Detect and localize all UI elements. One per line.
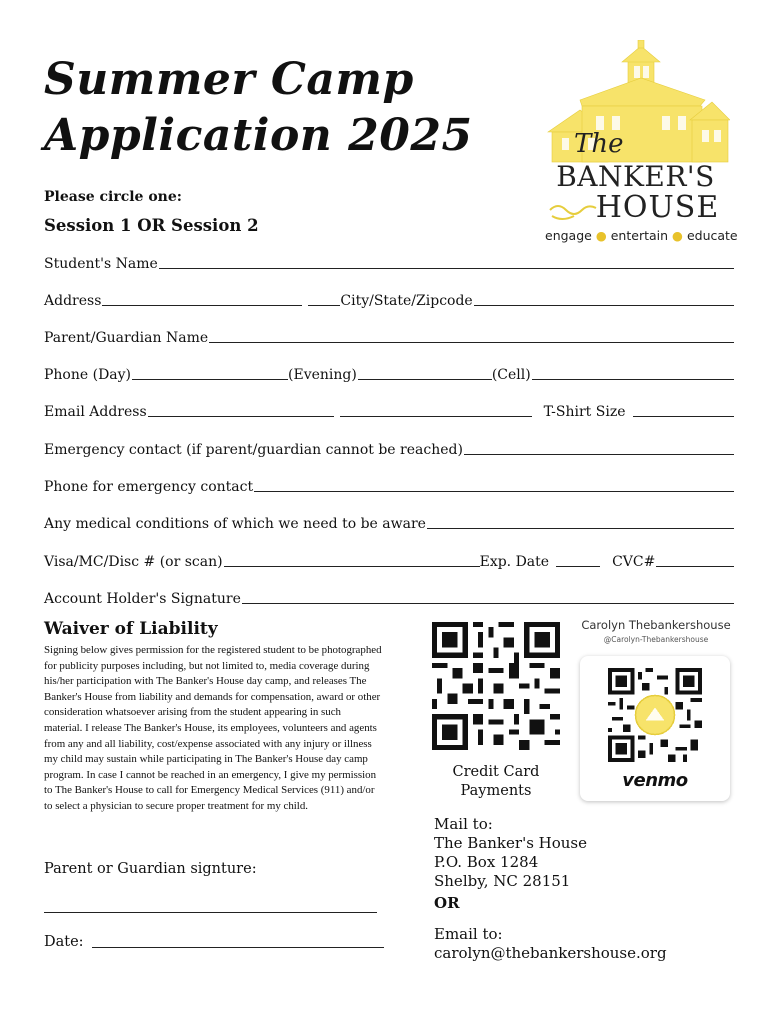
- medical-row: [44, 507, 734, 531]
- emergency-phone-label: Phone for emergency contact: [44, 479, 254, 495]
- exp-field[interactable]: [556, 565, 600, 567]
- logo-name-line2: HOUSE: [595, 190, 720, 225]
- credit-card-label-line2: Payments: [460, 783, 532, 799]
- card-row: [44, 545, 734, 569]
- tagline-word: engage: [545, 228, 592, 243]
- mail-line2: P.O. Box 1284: [434, 853, 539, 871]
- page-title-line2: Application 2025: [44, 110, 473, 161]
- tagline-word: educate: [686, 228, 738, 243]
- mail-line1: The Banker's House: [434, 834, 588, 852]
- parent-name-field[interactable]: [209, 341, 734, 343]
- logo-tagline: [545, 228, 738, 243]
- emergency-contact-row: [44, 433, 734, 457]
- student-name-label: Student's Name: [44, 256, 158, 272]
- mail-line3: Shelby, NC 28151: [434, 872, 571, 890]
- city-state-zip-field[interactable]: [474, 304, 734, 306]
- city-state-zip-label: City/State/Zipcode: [340, 293, 473, 309]
- exp-label: Exp. Date: [479, 554, 550, 570]
- parent-name-row: [44, 321, 734, 345]
- phone-cell-label: (Cell): [491, 367, 531, 383]
- email-block: [434, 925, 667, 963]
- tshirt-field[interactable]: [633, 415, 735, 417]
- mail-heading: Mail to:: [434, 815, 493, 833]
- signature-row: [44, 582, 734, 606]
- emergency-contact-label: Emergency contact (if parent/guardian cannot be reached): [44, 442, 463, 458]
- email-address-link[interactable]: carolyn@thebankershouse.org: [434, 944, 667, 962]
- email-field[interactable]: [148, 415, 334, 417]
- emergency-phone-row: [44, 470, 734, 494]
- address-field-extra[interactable]: [308, 304, 340, 306]
- parent-name-label: Parent/Guardian Name: [44, 330, 209, 346]
- credit-card-label: [432, 763, 560, 801]
- session-options[interactable]: Session 1 OR Session 2: [44, 216, 259, 235]
- mail-address-block: [434, 815, 587, 891]
- card-field[interactable]: [224, 565, 480, 567]
- tshirt-label: T-Shirt Size: [543, 404, 626, 420]
- guardian-signature-field[interactable]: [44, 912, 377, 913]
- page-title-line1: Summer Camp: [44, 54, 414, 105]
- tagline-dot: ●: [672, 228, 683, 243]
- cvc-field[interactable]: [656, 565, 734, 567]
- logo-script-the: The: [574, 129, 624, 159]
- venmo-qr-code[interactable]: [608, 668, 702, 762]
- address-field[interactable]: [102, 304, 302, 306]
- emergency-contact-field[interactable]: [464, 453, 734, 455]
- address-row: [44, 284, 734, 308]
- cvc-label: CVC#: [612, 554, 656, 570]
- address-label: Address: [44, 293, 102, 309]
- phone-evening-field[interactable]: [358, 378, 492, 380]
- tagline-word: entertain: [610, 228, 669, 243]
- guardian-signature-label: Parent or Guardian signture:: [44, 861, 257, 877]
- signature-field[interactable]: [242, 602, 734, 604]
- phone-cell-field[interactable]: [532, 378, 734, 380]
- credit-card-qr-code[interactable]: [432, 622, 560, 750]
- tagline-dot: ●: [595, 228, 607, 243]
- email-heading: Email to:: [434, 925, 503, 943]
- waiver-heading: Waiver of Liability: [44, 619, 218, 639]
- venmo-account-name: Carolyn Thebankershouse: [581, 618, 731, 632]
- or-label: OR: [434, 894, 460, 912]
- medical-field[interactable]: [427, 527, 734, 529]
- medical-label: Any medical conditions of which we need to be aware: [44, 516, 426, 532]
- phone-evening-label: (Evening): [288, 367, 357, 383]
- venmo-logo-icon: venmo: [622, 770, 688, 791]
- date-field[interactable]: [92, 947, 384, 948]
- phone-day-label: Phone (Day): [44, 367, 132, 383]
- signature-label: Account Holder's Signature: [44, 591, 241, 607]
- logo-name-line1: BANKER'S: [556, 160, 715, 193]
- student-name-field[interactable]: [159, 267, 734, 269]
- email-field-extra[interactable]: [340, 415, 532, 417]
- card-label: Visa/MC/Disc # (or scan): [44, 554, 223, 570]
- student-name-row: [44, 247, 734, 271]
- email-label: Email Address: [44, 404, 147, 420]
- venmo-account-handle: @Carolyn-Thebankershouse: [603, 635, 709, 644]
- date-row: [44, 934, 384, 950]
- credit-card-label-line1: Credit Card: [452, 764, 540, 780]
- phone-day-field[interactable]: [132, 378, 288, 380]
- waiver-text: Signing below gives permission for the registered student to be photographed for publicity purposes including, but not limited to, media coverage during his/her participation with The Banker's House day camp, and releases The Banker's House from liability and demands for compensation, award or other consideration whatsoever arising from the student appearing in such material. I release The Banker's House, its employees, volunteers and agents from any and all liability, cost/expense associated with any injury or illness my child may sustain while participating in The Banker's House day camp program. In case I cannot be reached in an emergency, I give my permission to The Banker's House to call for Emergency Medical Services (911) and/or to select a physician to secure proper treatment for my child.: [44, 644, 382, 812]
- emergency-phone-field[interactable]: [254, 490, 734, 492]
- email-row: [44, 395, 734, 419]
- date-label: Date:: [44, 934, 84, 950]
- circle-instruction: Please circle one:: [44, 189, 182, 205]
- phone-row: [44, 358, 734, 382]
